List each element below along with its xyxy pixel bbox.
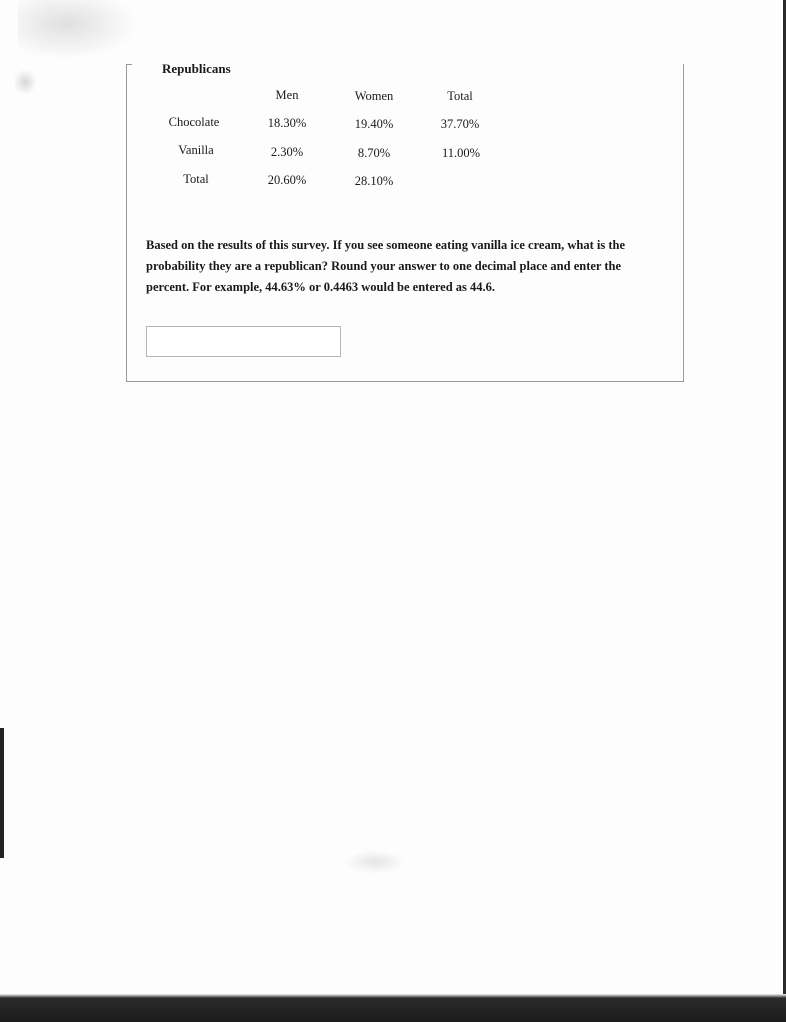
column-header-total: Total: [447, 89, 473, 103]
cell-chocolate-women: 19.40%: [354, 117, 394, 131]
question-line-2: probability they are a republican? Round your answer to one decimal place and enter the: [146, 259, 622, 273]
row-label-chocolate: Chocolate: [168, 115, 220, 129]
column-header-women: Women: [354, 89, 394, 103]
scan-smudge-top: [18, 0, 138, 60]
scan-edge-left-mark: [0, 728, 4, 858]
cell-vanilla-men: 2.30%: [270, 145, 304, 159]
cell-chocolate-men: 18.30%: [267, 116, 307, 130]
table-title: Republicans: [162, 61, 231, 76]
scan-smudge-bottom: [345, 850, 405, 874]
question-line-3: percent. For example, 44.63% or 0.4463 would be entered as 44.6.: [146, 280, 496, 294]
column-header-men: Men: [275, 88, 299, 102]
cell-total-men: 20.60%: [267, 173, 307, 187]
card-top-line: [126, 64, 132, 65]
scan-smudge-left: [14, 70, 36, 94]
cell-total-women: 28.10%: [354, 174, 394, 188]
scan-edge-bottom: [0, 994, 786, 1022]
row-label-total: Total: [183, 172, 209, 186]
cell-vanilla-women: 8.70%: [357, 146, 391, 160]
question-text: [146, 235, 656, 298]
question-line-1: Based on the results of this survey. If you see someone eating vanilla ice cream, what is the: [146, 238, 626, 252]
row-label-vanilla: Vanilla: [178, 143, 214, 157]
answer-input[interactable]: [146, 326, 341, 357]
cell-chocolate-total: 37.70%: [440, 117, 480, 131]
cell-vanilla-total: 11.00%: [441, 146, 481, 160]
